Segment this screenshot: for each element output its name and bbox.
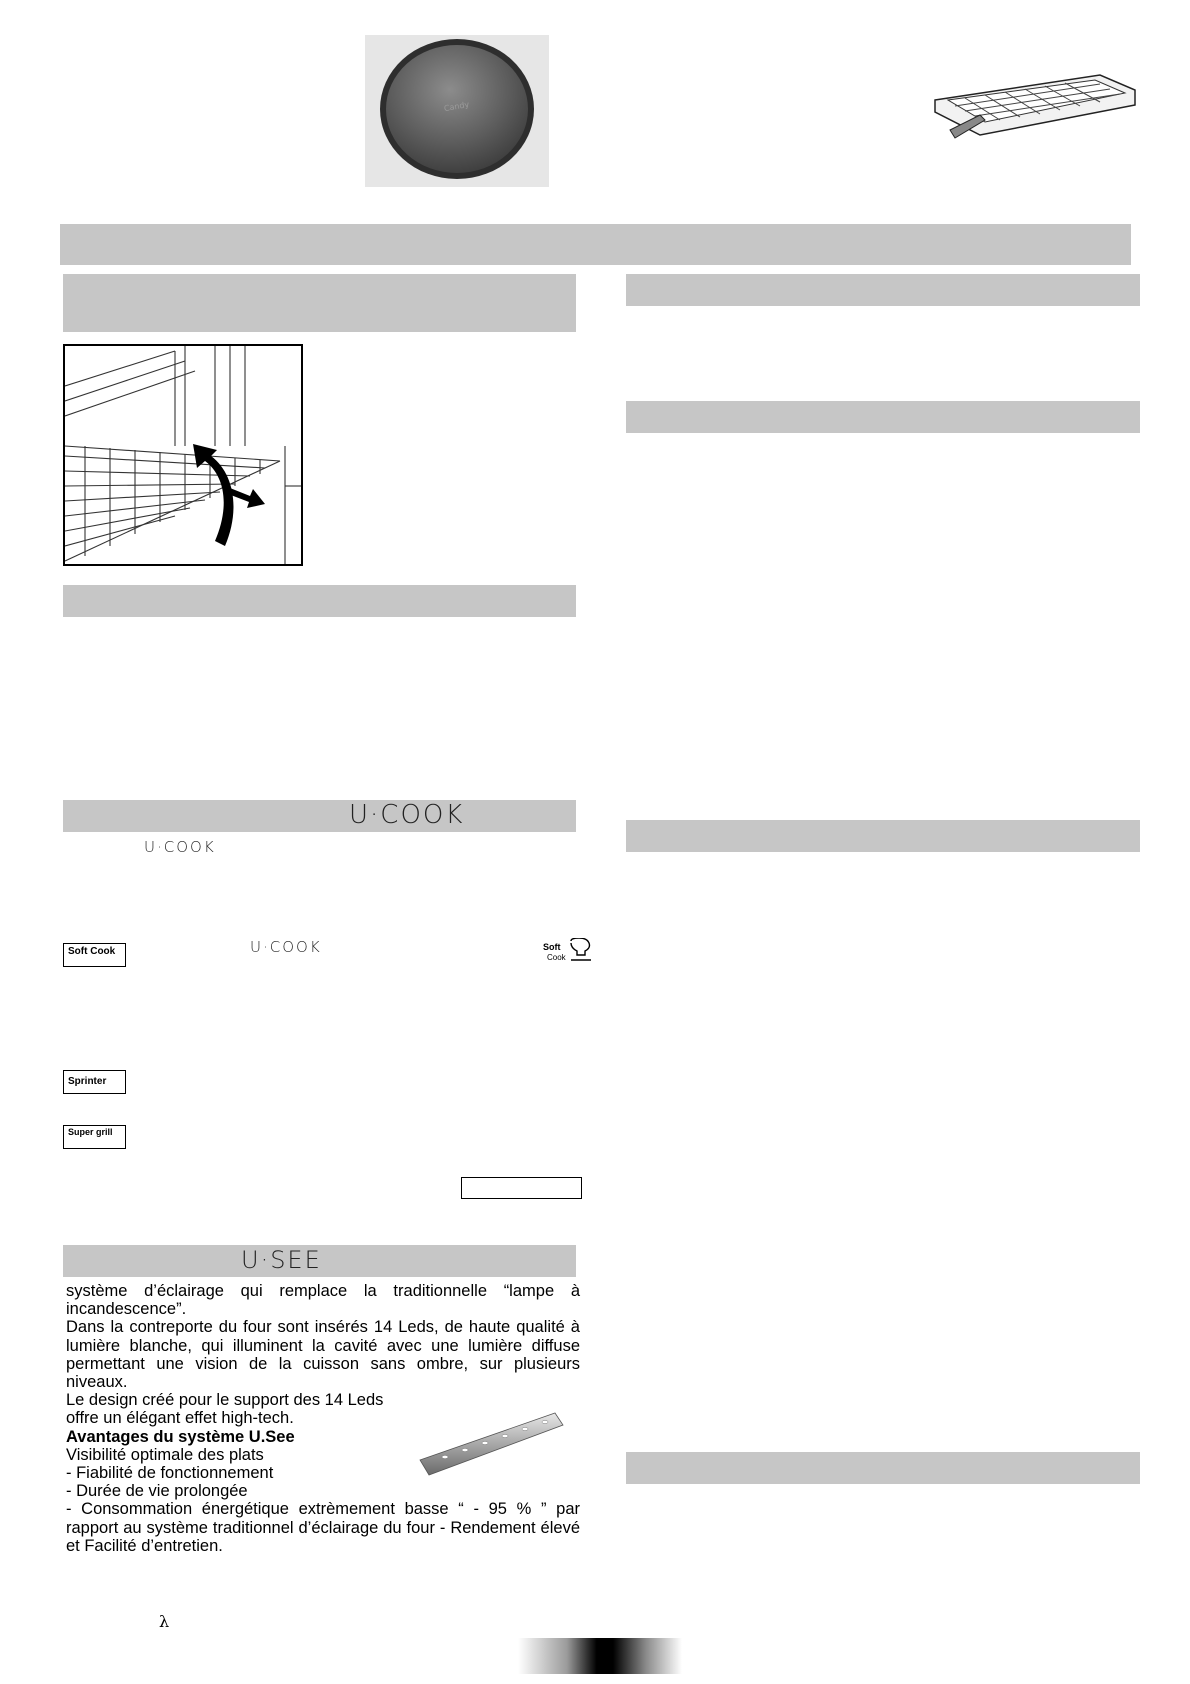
usee-paragraph-1: système d’éclairage qui remplace la traditionnelle “lampe à incandescence”. <box>66 1282 580 1319</box>
footer-mark: λ <box>159 1612 170 1631</box>
grill-rack-photo <box>930 60 1140 155</box>
usee-advantage-item: - Durée de vie prolongée <box>66 1482 248 1501</box>
supergrill-badge: Super grill <box>63 1125 126 1149</box>
right-section-bar-2 <box>626 401 1140 433</box>
usee-logo-header: U·SEE <box>241 1246 322 1274</box>
page-number-bar <box>518 1638 682 1674</box>
usee-paragraph-2: Dans la contreporte du four sont insérés 14 Leds, de haute qualité à lumière blanche, qui illuminent la cavité avec une lumière diffuse permettant une vision de la cuisson sans ombre, sur plusieurs niveaux. <box>66 1318 580 1392</box>
left-section-bar-2 <box>63 585 576 617</box>
svg-text:Cook: Cook <box>547 953 566 962</box>
usee-advantage-intro: Visibilité optimale des plats <box>66 1445 264 1464</box>
right-section-bar-4 <box>626 1452 1140 1484</box>
softcook-icon <box>541 938 595 964</box>
sprinter-badge: Sprinter <box>63 1070 126 1094</box>
right-section-bar-3 <box>626 820 1140 852</box>
usee-advantages-title: Avantages du système U.See <box>66 1427 295 1446</box>
usee-section-bar <box>63 1245 576 1277</box>
right-section-bar-1 <box>626 274 1140 306</box>
ucook-logo-inline: U·COOK <box>144 838 216 856</box>
usee-advantage-item: - Consommation énergétique extrèmement basse “ - 95 % ” par rapport au système traditionnel d’éclairage du four - Rendement élevé et Facilité d’entretien. <box>66 1500 580 1555</box>
section-title-bar <box>60 224 1131 265</box>
svg-text:Soft: Soft <box>543 942 561 952</box>
pizza-tray-photo <box>365 35 549 187</box>
svg-text:Candy: Candy <box>443 99 470 114</box>
left-header-bar <box>63 274 576 332</box>
led-strip-photo <box>415 1405 565 1480</box>
usee-advantage-item: - Fiabilité de fonctionnement <box>66 1464 274 1483</box>
softcook-badge: Soft Cook <box>63 943 126 967</box>
ucook-logo-header: U·COOK <box>349 800 465 830</box>
empty-outlined-box <box>461 1177 582 1199</box>
usee-paragraph-3: Le design créé pour le support des 14 Leds offre un élégant effet high-tech. <box>66 1391 384 1428</box>
ucook-logo-softcook-line: U·COOK <box>250 938 322 956</box>
oven-shelf-illustration <box>63 344 303 566</box>
ucook-section-bar <box>63 800 576 832</box>
